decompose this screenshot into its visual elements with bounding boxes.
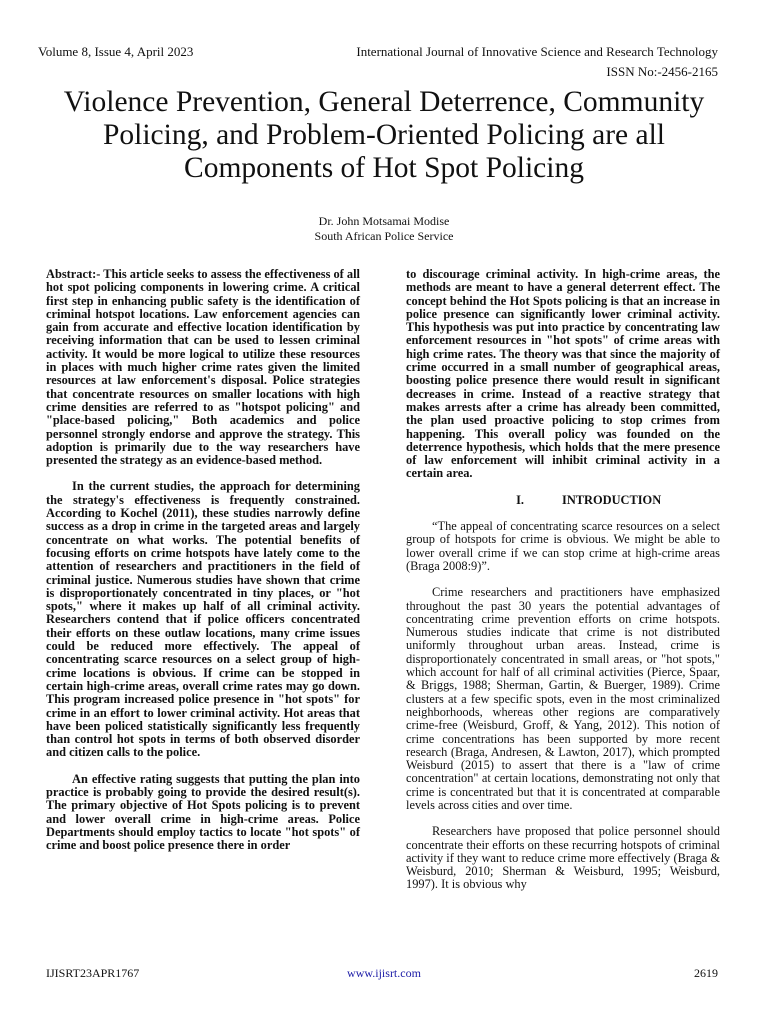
- section-number: I.: [516, 492, 524, 507]
- header-journal: International Journal of Innovative Science and Research Technology: [356, 44, 718, 59]
- right-column: [406, 268, 720, 905]
- header-volume: Volume 8, Issue 4, April 2023: [38, 44, 194, 59]
- abstract-paragraph-2: In the current studies, the approach for determining the strategy's effectiveness is frequently constrained. According to Kochel (2011), these studies narrowly define success as a drop in crime in the targeted areas and largely concentrate on what works. The potential benefits of focusing efforts on crime hotspots have lately come to the attention of researchers and practitioners in the field of criminal justice. Numerous studies have shown that crime is disproportionately concentrated in tiny places, or "hot spots," where it makes up half of all criminal activity. Researchers contend that if police officers concentrated their efforts on these outlaw locations, many crime issues could be reduced more effectively. The appeal of concentrating scarce resources on a select group of high-crime locations is obvious. If crime can be stopped in certain high-crime areas, overall crime rates may go down. This program increased police presence in "hot spots" for crime in an effort to lower criminal activity. Hot areas that have been policed statistically significantly less frequently than control hot spots in terms of both observed disorder and citizen calls to the police.: [46, 479, 360, 760]
- footer-code: IJISRT23APR1767: [46, 966, 140, 980]
- abstract-continuation: to discourage criminal activity. In high-crime areas, the methods are meant to have a general deterrent effect. The concept behind the Hot Spots policing is that an increase in police presence can significantly lower criminal activity. This hypothesis was put into practice by concentrating law enforcement resources in "hot spots" of crime areas with high crime rates. The theory was that since the majority of crime occurred in a small number of geographical areas, boosting police presence there would result in significant decreases in crime. Instead of a reactive strategy that makes arrests after a crime has already been committed, the plan used proactive policing to stop crimes from happening. This overall policy was founded on the deterrence hypothesis, which holds that the mere presence of law enforcement will inhibit criminal activity in a certain area.: [406, 267, 720, 481]
- author-affiliation: South African Police Service: [314, 229, 454, 243]
- abstract: Abstract:- This article seeks to assess the effectiveness of all hot spot policing components in lowering crime. A critical first step in enhancing public safety is the identification of criminal hotspot locations. Law enforcement agencies can gain from accurate and effective location identification by receiving information that can be used to lessen criminal activity. It would be more logical to utilize these resources in places with much higher crime rates given the limited resources at law enforcement's disposal. Police strategies that concentrate resources on smaller locations with high crime densities are referred to as "hotspot policing" and "place-based policing," Both academics and police personnel strongly endorse and approve the strategy. This adoption is primarily due to the way researchers have presented the strategy as an evidence-based method.: [46, 267, 360, 468]
- abstract-paragraph-3: An effective rating suggests that putting the plan into practice is probably going to provide the desired result(s). The primary objective of Hot Spots policing is to prevent and lower overall crime in high-crime areas. Police Departments should employ tactics to locate "hot spots" of crime and boost police presence there in order: [46, 771, 360, 853]
- intro-paragraph-2: Researchers have proposed that police personnel should concentrate their efforts on these recurring hotspots of criminal activity if they want to reduce crime more effectively (Braga & Weisburd, 2010; Sherman & Weisburd, 1995; Weisburd, 1997). It is obvious why: [406, 824, 720, 892]
- footer-url[interactable]: www.ijisrt.com: [347, 966, 421, 980]
- intro-paragraph-1: Crime researchers and practitioners have emphasized throughout the past 30 years the potential advantages of concentrating crime prevention efforts on crime hotspots. Numerous studies indicate that crime is not distributed uniformly throughout urban areas. Instead, crime is disproportionately concentrated in small areas, or "hot spots," which account for half of all criminal activities (Pierce, Spaar, & Briggs, 1988; Sherman, Gartin, & Buerger, 1989). Crime clusters at a few specific spots, even in the most criminalized neighborhoods, whereas other regions are comparatively crime-free (Weisburd, Groff, & Yang, 2012). This notion of crime concentrations has been supported by more recent research (Braga, Andresen, & Lawton, 2017), which prompted Weisburd (2015) to assert that there is a "law of crime concentration" at certain locations, demonstrating not only that crime is concentrated but that it is concentrated at comparable levels across cities and over time.: [406, 585, 720, 812]
- section-heading: [406, 494, 720, 507]
- author-block: [0, 214, 768, 244]
- left-column: [46, 268, 360, 865]
- author-name: Dr. John Motsamai Modise: [318, 214, 450, 228]
- section-title: INTRODUCTION: [562, 492, 662, 507]
- footer-page-number: 2619: [694, 966, 718, 980]
- header-issn: ISSN No:-2456-2165: [606, 64, 718, 79]
- intro-quote: “The appeal of concentrating scarce resources on a select group of hotspots for crime is obvious. We might be able to lower overall crime if we can stop crime at high-crime areas (Braga 2008:9)”.: [406, 519, 720, 573]
- paper-title: Violence Prevention, General Deterrence, Community Policing, and Problem-Oriented Policing are all Components of Hot Spot Policing: [63, 86, 705, 184]
